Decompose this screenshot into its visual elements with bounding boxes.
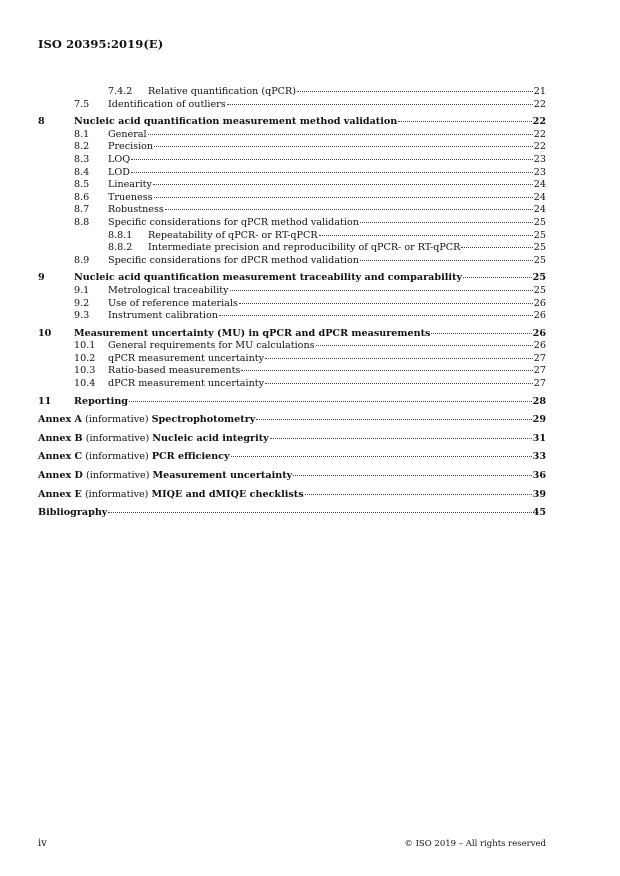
toc-entry-number: 11 [38,395,52,407]
toc-entry-page: 25 [533,216,546,228]
toc-entry-number: 7.5 [74,98,90,110]
toc-entry-page: 22 [533,141,546,153]
dot-leader [239,303,533,304]
toc-entry[interactable] [38,272,546,285]
dot-leader [227,104,533,105]
toc-entry-page: 24 [533,191,546,203]
toc-entry-title: Use of reference materials [108,297,238,309]
dot-leader [131,159,533,160]
toc-entry-number: 8.5 [74,179,90,191]
toc-entry-page: 26 [533,310,546,322]
toc-entry-number: 9.1 [74,284,90,296]
annex-entry-heading [38,451,230,464]
toc-entry[interactable] [38,230,546,243]
bibliography-page: 45 [532,507,546,519]
dot-leader [463,277,532,278]
annex-entry-heading [38,489,304,502]
toc-entry-page: 25 [533,242,546,254]
toc-entry[interactable] [38,99,546,112]
toc-entry-page: 25 [533,284,546,296]
toc-entry-page: 26 [533,297,546,309]
toc-entry[interactable] [38,298,546,311]
dot-leader [360,222,533,223]
annex-label: Annex E [38,488,82,500]
dot-leader [297,91,533,92]
toc-entry-page: 24 [533,179,546,191]
toc-entry-title: Nucleic acid quantification measurement traceability and comparability [74,272,463,284]
toc-entry-title: Precision [108,141,154,153]
annex-title: MIQE and dMIQE checklists [151,488,304,500]
toc-entry[interactable] [38,242,546,255]
annex-entry-page: 39 [532,488,546,500]
toc-entry-number: 8.6 [74,191,90,203]
annex-title: PCR efficiency [151,451,230,463]
annex-qualifier: (informative) [85,432,150,444]
annex-entry[interactable] [38,433,546,446]
annex-label: Annex D [38,470,83,482]
dot-leader [305,494,532,495]
toc-entry-title: Relative quantification (qPCR) [148,86,296,97]
toc-entry-page: 24 [533,204,546,216]
dot-leader [398,121,531,122]
dot-leader [360,260,533,261]
annex-entry[interactable] [38,470,546,483]
toc-entry-number: 10.4 [74,378,96,390]
toc-entry[interactable] [38,141,546,154]
annex-entry-page: 33 [532,451,546,463]
annex-title: Spectrophotometry [151,414,256,426]
toc-entry-page: 26 [533,340,546,352]
dot-leader [241,370,532,371]
toc-entry-title: qPCR measurement uncertainty [108,352,265,364]
dot-leader [265,358,533,359]
annex-entry[interactable] [38,451,546,464]
dot-leader [108,512,531,513]
toc-entry-page: 28 [532,395,546,407]
annex-entry-page: 36 [532,470,546,482]
toc-entry-page: 22 [533,128,546,140]
toc-entry-title: General requirements for MU calculations [108,340,315,352]
annex-entry-heading [38,414,255,427]
toc-entry-page: 22 [532,116,546,128]
dot-leader [461,247,532,248]
toc-entry-number: 8.1 [74,128,90,140]
toc-entry[interactable] [38,353,546,366]
toc-entry-number: 8.8.1 [108,229,133,241]
toc-entry-page: 27 [533,352,546,364]
toc-entry-title: Nucleic acid quantification measurement method validation [74,116,398,128]
dot-leader [148,134,533,135]
toc-entry[interactable] [38,154,546,167]
dot-leader [316,345,533,346]
dot-leader [153,184,533,185]
toc-entry-page: 22 [533,98,546,110]
toc-entry[interactable] [38,179,546,192]
toc-entry[interactable] [38,217,546,230]
toc-entry-title: LOQ [108,153,131,165]
annex-entry-heading [38,433,269,446]
dot-leader [129,401,532,402]
toc-entry-page: 21 [533,86,546,97]
toc-entry[interactable] [38,285,546,298]
annex-qualifier: (informative) [85,451,149,463]
toc-entry-title: Ratio-based measurements [108,365,241,377]
toc-entry-number: 8.9 [74,254,90,266]
toc-entry-number: 10.2 [74,352,96,364]
annex-entry[interactable] [38,414,546,427]
toc-entry-page: 27 [533,378,546,390]
toc-entry-title: Instrument calibration [108,310,218,322]
toc-entry-title: Reporting [74,395,128,407]
table-of-contents [38,86,546,520]
toc-entry[interactable] [38,129,546,142]
toc-entry[interactable] [38,167,546,180]
annex-label: Annex C [38,451,83,463]
toc-entry-number: 8 [38,116,45,128]
toc-entry-number: 8.4 [74,166,90,178]
dot-leader [319,235,533,236]
toc-entry-number: 9.3 [74,310,90,322]
toc-entry[interactable] [38,86,546,99]
toc-entry[interactable] [38,255,546,268]
annex-label: Annex B [38,432,83,444]
toc-entry-page: 26 [532,327,546,339]
bibliography-title: Bibliography [38,507,108,519]
annex-qualifier: (informative) [85,470,150,482]
annex-entry[interactable] [38,489,546,502]
toc-entry-title: Identification of outliers [108,98,226,110]
toc-entry-title: dPCR measurement uncertainty [108,378,265,390]
toc-entry[interactable] [38,328,546,341]
toc-entry[interactable] [38,365,546,378]
toc-entry-title: Trueness [108,191,153,203]
toc-entry-title: Repeatability of qPCR- or RT-qPCR [148,229,318,241]
toc-entry-number: 9 [38,272,45,284]
toc-entry[interactable] [38,204,546,217]
annex-entry-page: 31 [532,432,546,444]
toc-entry-title: Metrological traceability [108,284,229,296]
dot-leader [231,456,532,457]
dot-leader [270,438,532,439]
toc-entry-title: Specific considerations for dPCR method validation [108,254,359,266]
toc-entry-page: 23 [533,153,546,165]
dot-leader [256,419,531,420]
toc-entry-number: 10 [38,327,52,339]
toc-entry-number: 8.8.2 [108,242,133,254]
dot-leader [230,290,533,291]
toc-entry-page: 25 [532,272,546,284]
toc-entry[interactable] [38,396,546,409]
annex-title: Nucleic acid integrity [152,432,269,444]
toc-entry-page: 23 [533,166,546,178]
toc-entry-page: 27 [533,365,546,377]
document-id: ISO 20395:2019(E) [38,37,164,51]
toc-entry-title: Intermediate precision and reproducibility of qPCR- or RT-qPCR [148,242,461,254]
toc-entry-title: General [108,128,147,140]
dot-leader [131,172,533,173]
dot-leader [154,146,533,147]
toc-entry-number: 9.2 [74,297,90,309]
toc-entry-number: 8.8 [74,216,90,228]
toc-entry[interactable] [38,116,546,129]
copyright-notice: © ISO 2019 – All rights reserved [404,839,546,849]
bibliography-entry[interactable] [38,507,546,520]
annex-qualifier: (informative) [84,488,149,500]
toc-entry[interactable] [38,340,546,353]
toc-entry[interactable] [38,192,546,205]
toc-entry[interactable] [38,378,546,391]
page-number: iv [38,838,47,849]
toc-entry-title: Measurement uncertainty (MU) in qPCR and dPCR measurements [74,327,431,339]
toc-entry-title: Robustness [108,204,164,216]
annex-label: Annex A [38,414,83,426]
dot-leader [431,333,531,334]
toc-entry[interactable] [38,310,546,323]
toc-entry-number: 10.3 [74,365,96,377]
toc-entry-page: 25 [533,229,546,241]
toc-entry-number: 8.7 [74,204,90,216]
toc-entry-number: 7.4.2 [108,86,133,97]
annex-qualifier: (informative) [85,414,149,426]
annex-entry-page: 29 [532,414,546,426]
dot-leader [293,475,531,476]
annex-entry-heading [38,470,292,483]
toc-entry-number: 10.1 [74,340,96,352]
toc-entry-title: LOD [108,166,130,178]
dot-leader [219,315,533,316]
toc-entry-number: 8.2 [74,141,90,153]
dot-leader [154,197,533,198]
dot-leader [265,383,533,384]
toc-entry-title: Specific considerations for qPCR method validation [108,216,359,228]
dot-leader [165,209,533,210]
annex-title: Measurement uncertainty [152,470,293,482]
toc-entry-title: Linearity [108,179,152,191]
toc-entry-number: 8.3 [74,153,90,165]
toc-entry-page: 25 [533,254,546,266]
